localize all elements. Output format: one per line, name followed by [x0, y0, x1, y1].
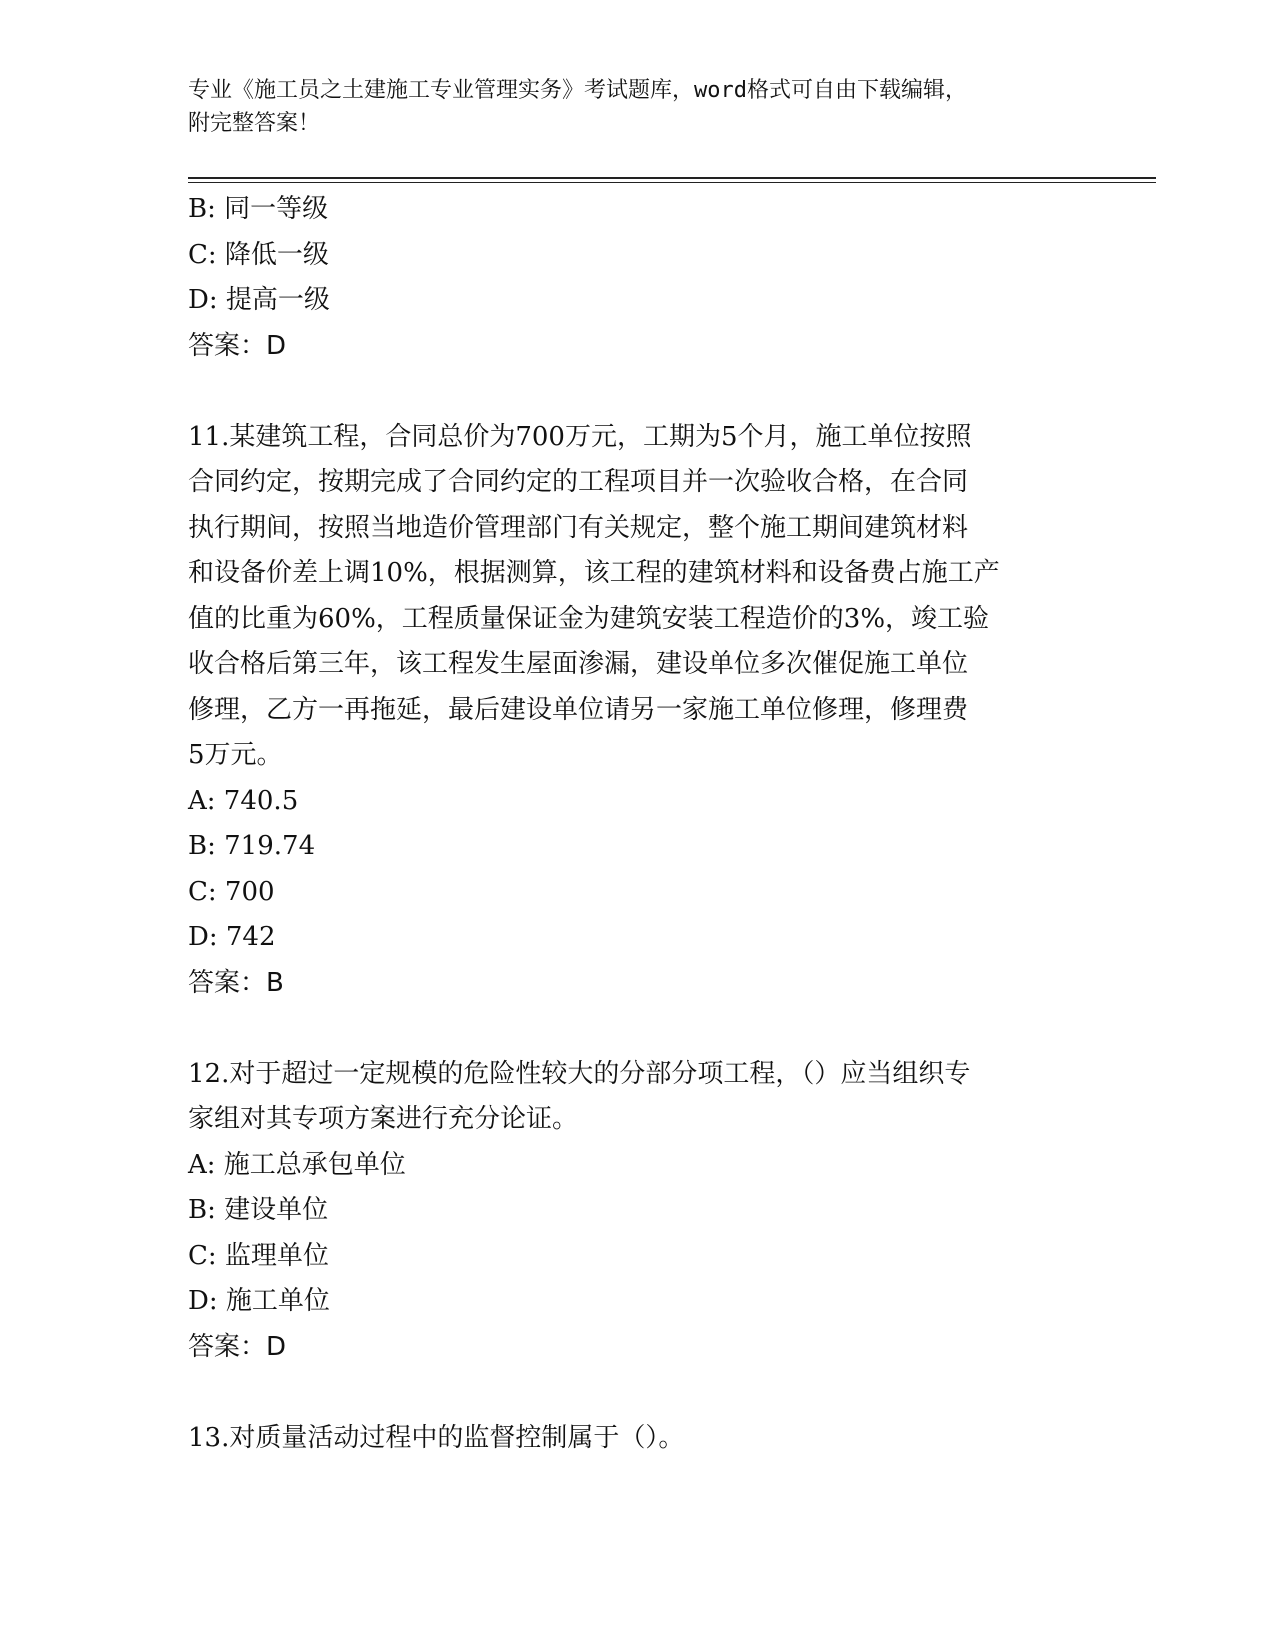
option-b: B: 719.74: [188, 831, 316, 861]
question-stem-line: 执行期间，按照当地造价管理部门有关规定，整个施工期间建筑材料: [188, 512, 969, 543]
document-body: [188, 187, 1088, 1461]
question-stem-line: 值的比重为60%，工程质量保证金为建筑安装工程造价的3%，竣工验: [188, 603, 990, 634]
spacer: [188, 1006, 1088, 1052]
question-stem-line: 12.对于超过一定规模的危险性较大的分部分项工程，（）应当组织专: [188, 1058, 971, 1089]
answer-line: 答案：B: [188, 967, 284, 998]
option-a: A: 740.5: [188, 785, 299, 816]
document-header: [188, 74, 1088, 140]
question-stem-line: 13.对质量活动过程中的监督控制属于（）。: [188, 1422, 685, 1453]
option-b: B: 建设单位: [188, 1195, 329, 1225]
question-10: [188, 187, 1088, 369]
option-c: C: 700: [188, 876, 275, 907]
spacer: [188, 1370, 1088, 1416]
header-line: 附完整答案！: [188, 111, 321, 136]
question-11: [188, 415, 1088, 1007]
option-d: D: 施工单位: [188, 1286, 330, 1316]
question-stem-line: 收合格后第三年，该工程发生屋面渗漏，建设单位多次催促施工单位: [188, 649, 969, 679]
question-13: [188, 1416, 1088, 1462]
header-divider: [188, 177, 1156, 179]
option-b: B: 同一等级: [188, 194, 329, 224]
answer-line: 答案：D: [188, 330, 287, 361]
option-c: C: 监理单位: [188, 1240, 329, 1271]
option-d: D: 742: [188, 922, 276, 952]
option-a: A: 施工总承包单位: [188, 1149, 406, 1180]
header-line: 专业《施工员之土建施工专业管理实务》考试题库，word格式可自由下载编辑，: [188, 78, 967, 103]
question-stem-line: 合同约定，按期完成了合同约定的工程项目并一次验收合格，在合同: [188, 467, 969, 497]
header-divider-thin: [188, 182, 1156, 183]
option-d: D: 提高一级: [188, 285, 330, 315]
option-c: C: 降低一级: [188, 239, 329, 270]
question-12: [188, 1052, 1088, 1371]
question-stem-line: 和设备价差上调10%，根据测算，该工程的建筑材料和设备费占施工产: [188, 558, 1000, 588]
question-stem-line: 5万元。: [188, 740, 283, 770]
spacer: [188, 369, 1088, 415]
answer-line: 答案：D: [188, 1331, 287, 1362]
question-stem-line: 修理，乙方一再拖延，最后建设单位请另一家施工单位修理，修理费: [188, 694, 969, 725]
question-stem-line: 11.某建筑工程，合同总价为700万元，工期为5个月，施工单位按照: [188, 421, 972, 452]
question-stem-line: 家组对其专项方案进行充分论证。: [188, 1104, 579, 1134]
